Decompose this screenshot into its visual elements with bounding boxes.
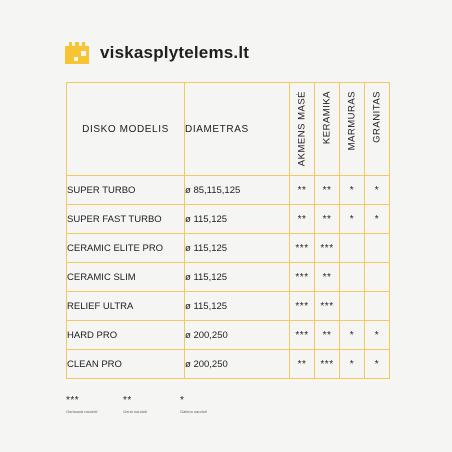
rating-cell [365, 263, 390, 292]
legend-item [180, 396, 237, 414]
rating-cell: * [365, 205, 390, 234]
rating-cell: ** [290, 176, 315, 205]
brand-header [64, 40, 249, 66]
yellow-tile-castle-icon [64, 40, 90, 66]
diameter-cell: ø 115,125 [185, 292, 290, 321]
legend-item [66, 396, 123, 414]
header-material: KERAMIKA [315, 83, 340, 176]
disc-model-cell: RELIEF ULTRA [67, 292, 185, 321]
rating-cell: * [340, 176, 365, 205]
table-row [67, 292, 390, 321]
table-row [67, 350, 390, 379]
header-material: MARMURAS [340, 83, 365, 176]
legend-stars: * [180, 395, 185, 406]
header-diameter: DIAMETRAS [185, 83, 290, 176]
legend-label: Geriausia naudoti [66, 409, 98, 414]
rating-cell: * [365, 350, 390, 379]
rating-cell: *** [290, 234, 315, 263]
rating-cell: * [365, 321, 390, 350]
disc-model-cell: SUPER TURBO [67, 176, 185, 205]
legend-label: Gerai naudoti [123, 409, 148, 414]
rating-cell [365, 292, 390, 321]
legend-stars: *** [66, 395, 80, 406]
rating-cell: *** [315, 292, 340, 321]
legend-stars: ** [123, 395, 132, 406]
rating-cell: * [365, 176, 390, 205]
diameter-cell: ø 115,125 [185, 263, 290, 292]
rating-cell: *** [315, 350, 340, 379]
rating-cell: * [340, 321, 365, 350]
rating-cell [340, 292, 365, 321]
legend-label: Galima naudoti [180, 409, 207, 414]
diameter-cell: ø 85,115,125 [185, 176, 290, 205]
rating-cell: ** [290, 205, 315, 234]
rating-cell: ** [315, 176, 340, 205]
disc-model-cell: HARD PRO [67, 321, 185, 350]
rating-cell: * [340, 205, 365, 234]
brand-name: viskasplytelems.lt [100, 43, 250, 62]
table-header-row [67, 83, 390, 176]
disc-model-cell: SUPER FAST TURBO [67, 205, 185, 234]
rating-cell: *** [290, 263, 315, 292]
table-row [67, 176, 390, 205]
rating-cell [340, 263, 365, 292]
diameter-cell: ø 200,250 [185, 321, 290, 350]
header-model: DISKO MODELIS [67, 83, 185, 176]
disc-model-cell: CERAMIC SLIM [67, 263, 185, 292]
rating-cell: ** [315, 205, 340, 234]
disc-comparison-table [66, 82, 390, 379]
rating-cell: *** [315, 234, 340, 263]
diameter-cell: ø 115,125 [185, 205, 290, 234]
table-row [67, 205, 390, 234]
rating-cell: ** [315, 263, 340, 292]
disc-model-cell: CLEAN PRO [67, 350, 185, 379]
rating-cell [340, 234, 365, 263]
rating-cell: *** [290, 292, 315, 321]
rating-cell: ** [315, 321, 340, 350]
rating-cell: *** [290, 321, 315, 350]
header-material: AKMENS MASĖ [290, 83, 315, 176]
table-row [67, 321, 390, 350]
diameter-cell: ø 200,250 [185, 350, 290, 379]
rating-legend [66, 396, 237, 414]
diameter-cell: ø 115,125 [185, 234, 290, 263]
header-material: GRANITAS [365, 83, 390, 176]
disc-model-cell: CERAMIC ELITE PRO [67, 234, 185, 263]
rating-cell [365, 234, 390, 263]
table-row [67, 263, 390, 292]
rating-cell: ** [290, 350, 315, 379]
table-row [67, 234, 390, 263]
rating-cell: * [340, 350, 365, 379]
legend-item [123, 396, 180, 414]
